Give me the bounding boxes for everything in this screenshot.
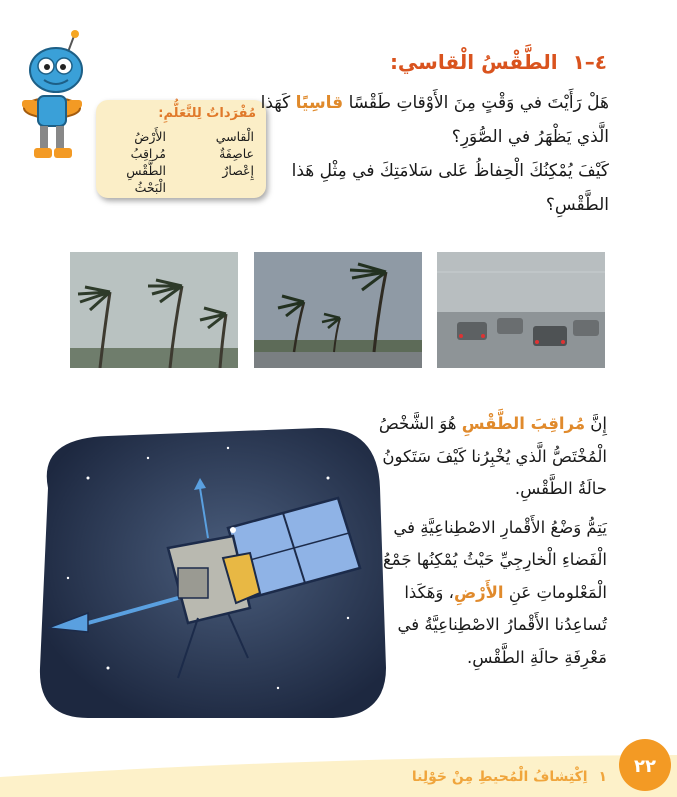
body-text-span: ، وَهَكَذا تُساعِدُنا الأَقْمارُ الاصْطِناعِيَّةُ في مَعْرِفَةِ حالَةِ الطَّقْسِ. [397,582,607,667]
satellite-illustration [28,418,388,723]
highlight-term-harsh: قاسِيًا [295,93,344,113]
vocabulary-item: الأَرْضُ [134,129,166,144]
vocabulary-item: الْقاسي [215,129,254,144]
body-text [362,408,607,674]
photo-palm-trees-storm [70,252,238,368]
body-text-span: هُوَ الشَّخْصُ الْمُخْتَصُّ الَّذي يُخْبِرُنا كَيْفَ سَتَكونُ حالَةُ الطَّقْسِ. [378,414,607,498]
photo-beach-palms-storm [254,252,422,368]
body-paragraph-1 [362,408,607,506]
vocabulary-item: الْبَحْثُ [134,180,166,195]
robot-mascot-illustration [12,22,92,172]
footer-band [0,737,677,797]
vocabulary-item: إِعْصارٌ [222,163,254,178]
photo-flooded-road-rain [437,252,605,368]
intro-text: كَهَذا الَّذي يَظْهَرُ في الصُّوَرِ؟ [260,93,609,147]
section-heading [390,50,607,74]
vocabulary-box [96,100,266,198]
page-number: ٢٢ [634,756,656,777]
chapter-footer [412,769,607,785]
body-text-span: إِنَّ [585,414,607,433]
vocabulary-column-left [96,128,166,196]
highlight-term-weather-observer: مُراقِبَ الطَّقْسِ [461,414,586,433]
chapter-number: ١ [598,769,607,785]
section-title: الطَّقْسُ الْقاسي: [389,50,558,74]
intro-question-2: كَيْفَ يُمْكِنُكَ الْحِفاظُ عَلى سَلامَتِكَ في مِثْلِ هَذا الطَّقْسِ؟ [291,161,609,215]
body-paragraph-2 [362,512,607,675]
intro-text: هَلْ رَأَيْتَ في وَقْتٍ مِنَ الأَوْقاتِ طَقْسًا [343,93,609,113]
chapter-title: اِكْتِشافُ الْمُحيطِ مِنْ حَوْلِنا [411,769,588,785]
vocabulary-item: مُراقِبُ الطَّقْسِ [126,146,166,178]
intro-question-1 [249,86,609,154]
section-number: ٤–١ [572,50,607,74]
highlight-term-earth: الأَرْضِ [453,582,504,602]
vocabulary-item: عاصِفَةٌ [219,146,254,161]
vocabulary-title: مُفْرَداتٌ لِلتَّعَلُّمِ: [158,106,256,121]
body-text-span: يَتِمُّ وَضْعُ الأَقْمارِ الاصْطِناعِيَّةِ في الْفَضاءِ الْخارِجِيِّ حَيْثُ يُمْكِنُها جَمْعُ الْمَعْلوماتِ عَنِ [383,517,607,602]
intro-paragraph [249,86,609,222]
